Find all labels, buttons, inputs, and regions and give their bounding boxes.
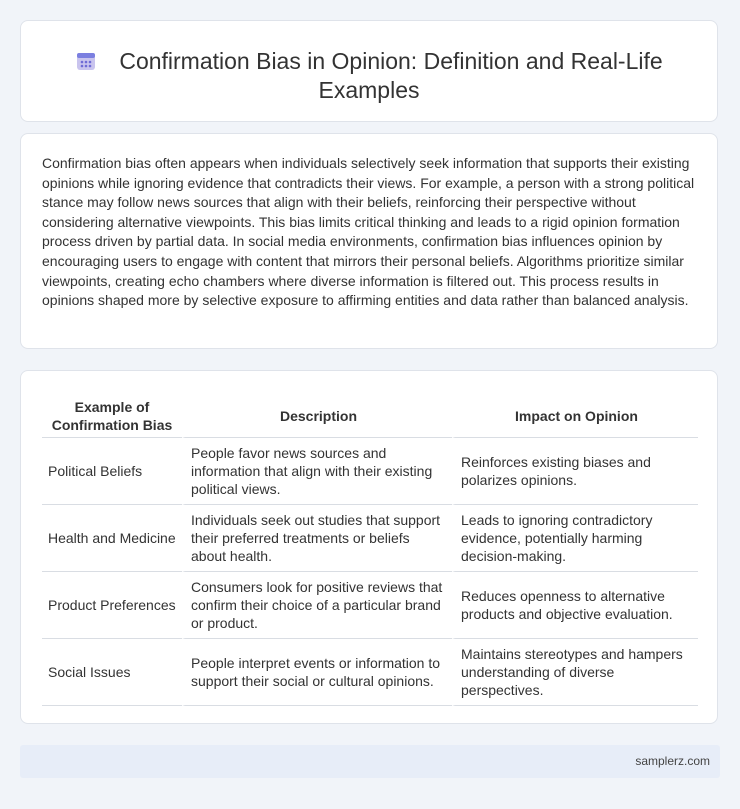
calendar-icon: [75, 50, 97, 72]
impact-cell: Reduces openness to alternative products and objective evaluation.: [452, 572, 698, 639]
table-row: [42, 639, 698, 706]
intro-card: [20, 133, 718, 349]
header-card: [20, 20, 718, 122]
impact-cell: Leads to ignoring contradictory evidence, potentially harming decision-making.: [452, 505, 698, 572]
page-title-row: [21, 47, 717, 105]
example-cell: Social Issues: [42, 639, 182, 706]
intro-paragraph: Confirmation bias often appears when individuals selectively seek information that supports their existing opinions while ignoring evidence that contradicts their views. For example, a person with a strong political stance may follow news sources that align with their beliefs, reinforcing their perspective without considering alternative viewpoints. This bias limits critical thinking and leads to a rigid opinion formation process driven by partial data. In social media environments, confirmation bias influences opinion by encouraging users to engage with content that mirrors their personal beliefs. Algorithms prioritize similar viewpoints, creating echo chambers where diverse information is filtered out. This process results in opinions shaped more by selective exposure to affirming entities and data rather than balanced analysis.: [42, 155, 695, 309]
description-cell: People interpret events or information to support their social or cultural opinions.: [182, 639, 452, 706]
column-header-impact: Impact on Opinion: [452, 393, 698, 438]
example-cell: Product Preferences: [42, 572, 182, 639]
table-row: [42, 572, 698, 639]
description-cell: Consumers look for positive reviews that confirm their choice of a particular brand or product.: [182, 572, 452, 639]
table-row: [42, 505, 698, 572]
example-cell: Health and Medicine: [42, 505, 182, 572]
table-card: [20, 370, 718, 724]
table-header-row: [42, 393, 698, 438]
table-row: [42, 438, 698, 505]
column-header-example: Example of Confirmation Bias: [42, 393, 182, 438]
impact-cell: Reinforces existing biases and polarizes opinions.: [452, 438, 698, 505]
examples-table: [42, 393, 698, 706]
description-cell: Individuals seek out studies that support their preferred treatments or beliefs about health.: [182, 505, 452, 572]
page-title: Confirmation Bias in Opinion: Definition and Real-Life Examples: [119, 48, 663, 103]
example-cell: Political Beliefs: [42, 438, 182, 505]
column-header-description: Description: [182, 393, 452, 438]
footer-site-link[interactable]: samplerz.com: [635, 754, 710, 768]
footer-bar: [20, 745, 720, 778]
impact-cell: Maintains stereotypes and hampers understanding of diverse perspectives.: [452, 639, 698, 706]
description-cell: People favor news sources and information that align with their existing political views.: [182, 438, 452, 505]
